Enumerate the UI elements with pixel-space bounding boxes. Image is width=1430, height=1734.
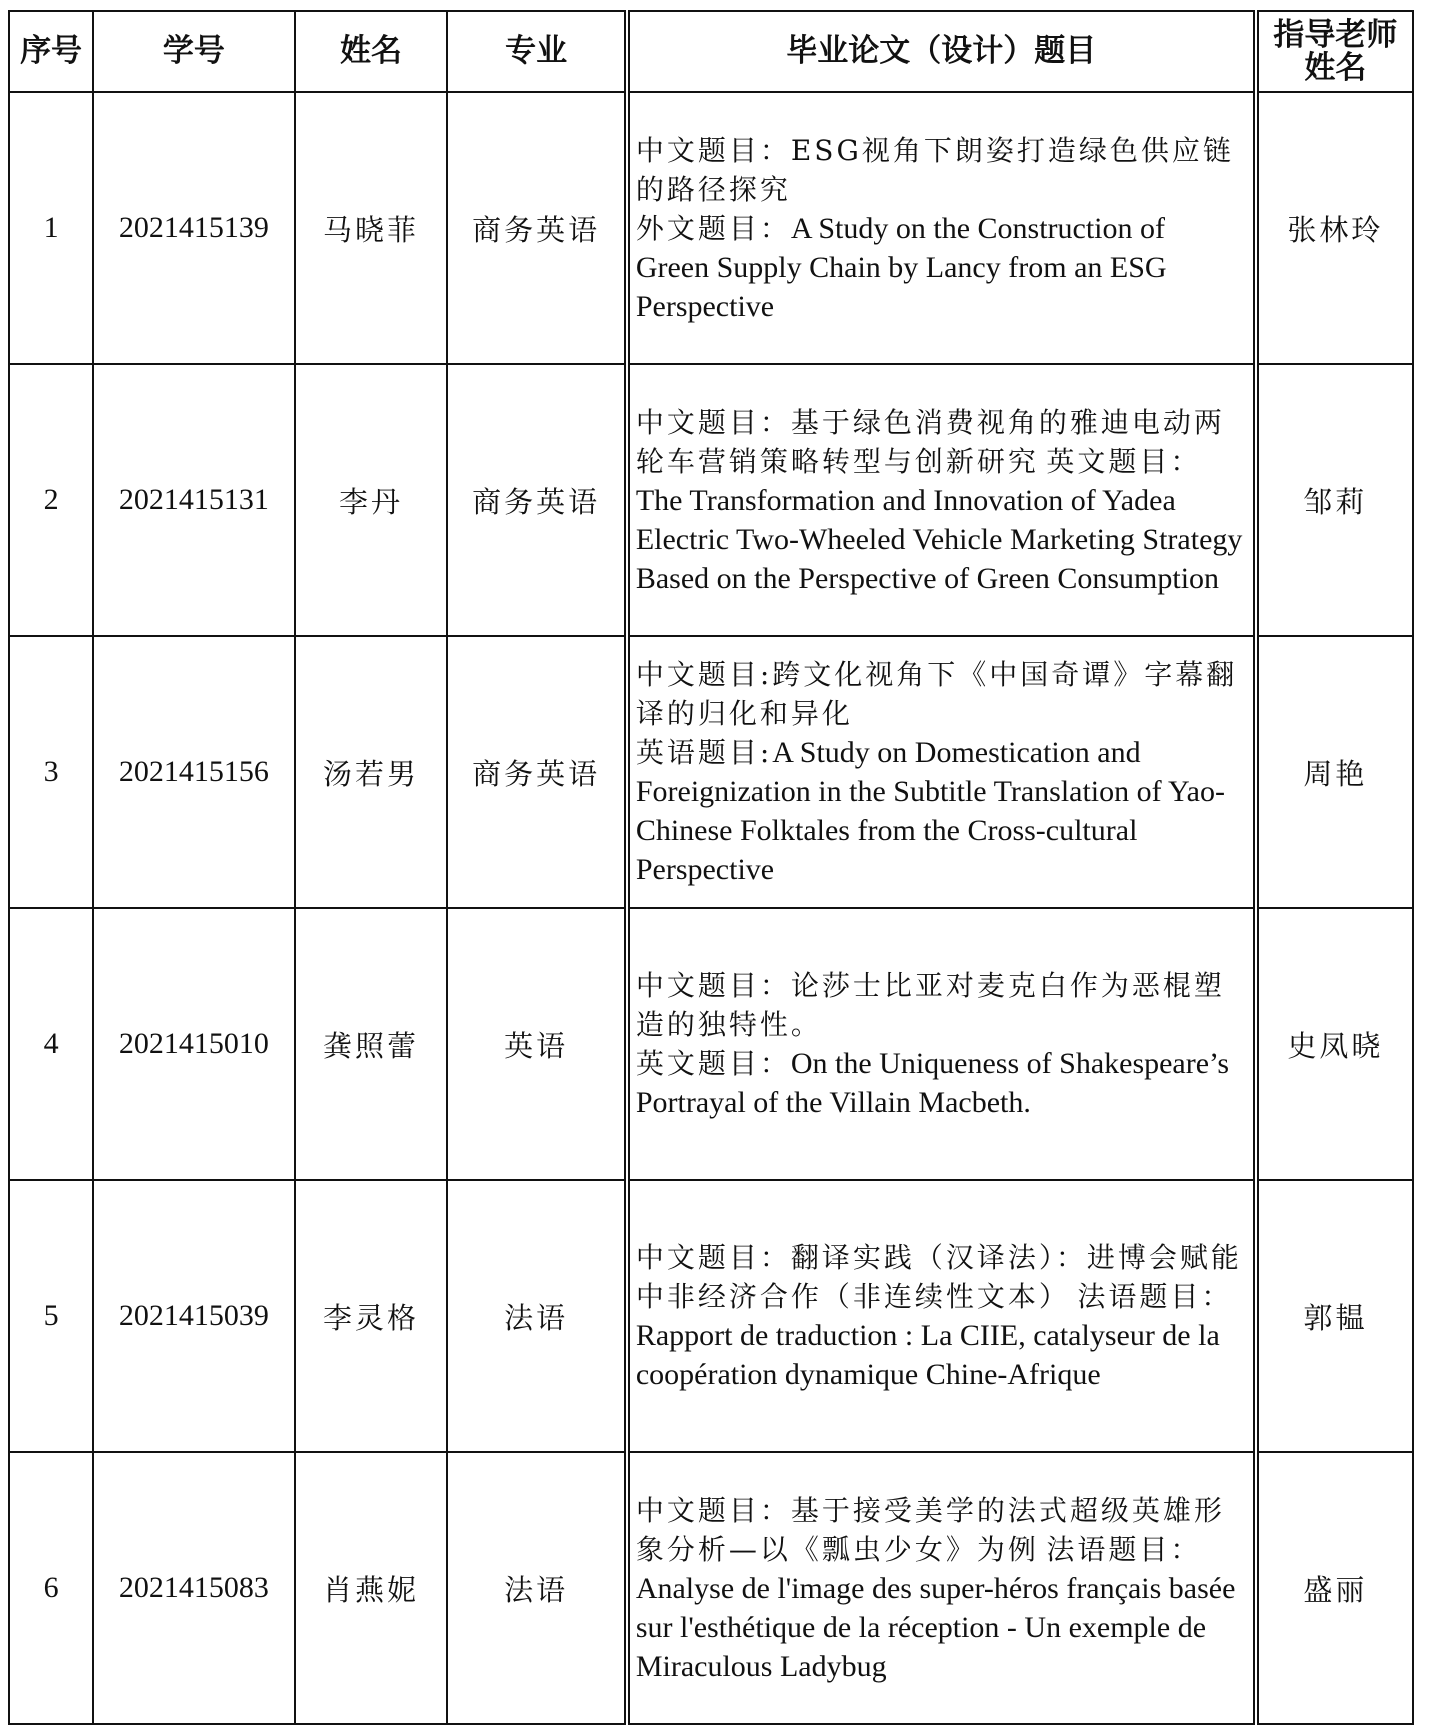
cell-index: 1 (9, 92, 93, 364)
table-row (9, 92, 1413, 364)
table-row (9, 636, 1413, 908)
table-row (9, 908, 1413, 1180)
cell-thesis-title (627, 908, 1256, 1180)
cell-major: 英语 (447, 908, 626, 1180)
title-foreign-label: 英语题目: (635, 736, 773, 769)
cell-student-id: 2021415156 (93, 636, 295, 908)
cell-student-id: 2021415083 (93, 1452, 295, 1724)
title-foreign: A Study on Domestication and Foreignization in the Subtitle Translation of Yao-Chinese Folktales from the Cross-cultural Perspective (635, 736, 1225, 886)
title-zh-label: 中文题目： (635, 405, 791, 439)
thesis-table (8, 10, 1414, 1725)
title-zh: 基于接受美学的法式超级英雄形象分析—以《瓢虫少女》为例 (635, 1493, 1225, 1566)
cell-advisor: 张林玲 (1256, 92, 1413, 364)
cell-index: 6 (9, 1452, 93, 1724)
cell-name: 汤若男 (295, 636, 448, 908)
cell-major: 商务英语 (447, 92, 626, 364)
cell-name: 肖燕妮 (295, 1452, 448, 1724)
cell-student-id: 2021415139 (93, 92, 295, 364)
cell-name: 马晓菲 (295, 92, 448, 364)
header-advisor (1256, 11, 1413, 92)
title-zh: 论莎士比亚对麦克白作为恶棍塑造的独特性。 (635, 969, 1225, 1041)
cell-major: 法语 (447, 1452, 626, 1724)
title-foreign-label: 英文题目： (1046, 444, 1202, 478)
table-row (9, 1180, 1413, 1452)
title-zh: 翻译实践（汉译法）：进博会赋能中非经济合作（非连续性文本） (635, 1241, 1242, 1313)
title-foreign: Rapport de traduction : La CIIE, catalyseur de la coopération dynamique Chine-Afrique (635, 1319, 1220, 1391)
cell-name: 李灵格 (295, 1180, 448, 1452)
title-foreign-label: 外文题目： (635, 211, 791, 245)
title-zh-label: 中文题目: (635, 658, 773, 691)
cell-index: 4 (9, 908, 93, 1180)
cell-major: 商务英语 (447, 636, 626, 908)
title-foreign: Analyse de l'image des super-héros français basée sur l'esthétique de la réception - Un exemple de Miraculous Ladybug (635, 1571, 1236, 1683)
title-foreign-label: 法语题目： (1077, 1280, 1233, 1313)
cell-index: 5 (9, 1180, 93, 1452)
title-zh: ESG视角下朗姿打造绿色供应链的路径探究 (635, 133, 1234, 206)
cell-name: 李丹 (295, 364, 448, 636)
cell-thesis-title (627, 92, 1256, 364)
header-student-id: 学号 (93, 11, 295, 92)
title-foreign: A Study on the Construction of Green Supply Chain by Lancy from an ESG Perspective (635, 211, 1167, 323)
cell-advisor: 盛丽 (1256, 1452, 1413, 1724)
cell-thesis-title (627, 1180, 1256, 1452)
cell-advisor: 史凤晓 (1256, 908, 1413, 1180)
title-zh-label: 中文题目： (635, 1241, 791, 1274)
cell-advisor: 邹莉 (1256, 364, 1413, 636)
cell-major: 法语 (447, 1180, 626, 1452)
cell-student-id: 2021415010 (93, 908, 295, 1180)
cell-index: 3 (9, 636, 93, 908)
title-foreign: On the Uniqueness of Shakespeare’s Portrayal of the Villain Macbeth. (635, 1047, 1230, 1119)
header-thesis-title: 毕业论文（设计）题目 (627, 11, 1256, 92)
cell-major: 商务英语 (447, 364, 626, 636)
title-zh: 基于绿色消费视角的雅迪电动两轮车营销策略转型与创新研究 (635, 405, 1225, 478)
header-name: 姓名 (295, 11, 448, 92)
cell-thesis-title (627, 1452, 1256, 1724)
cell-student-id: 2021415131 (93, 364, 295, 636)
cell-thesis-title (627, 364, 1256, 636)
header-row (9, 11, 1413, 92)
header-major: 专业 (447, 11, 626, 92)
cell-name: 龚照蕾 (295, 908, 448, 1180)
title-foreign-label: 法语题目： (1046, 1532, 1202, 1566)
title-zh-label: 中文题目： (635, 1493, 791, 1527)
table-row (9, 364, 1413, 636)
title-foreign: The Transformation and Innovation of Yadea Electric Two-Wheeled Vehicle Marketing Strategy Based on the Perspective of Green Consumption (635, 483, 1243, 595)
header-advisor-label: 指导老师姓名 (1273, 16, 1398, 86)
cell-student-id: 2021415039 (93, 1180, 295, 1452)
title-zh-label: 中文题目： (635, 133, 791, 167)
header-index: 序号 (9, 11, 93, 92)
cell-advisor: 郭韫 (1256, 1180, 1413, 1452)
title-zh: 跨文化视角下《中国奇谭》字幕翻译的归化和异化 (635, 658, 1238, 730)
cell-thesis-title (627, 636, 1256, 908)
table-row (9, 1452, 1413, 1724)
cell-index: 2 (9, 364, 93, 636)
title-foreign-label: 英文题目： (635, 1047, 791, 1080)
cell-advisor: 周艳 (1256, 636, 1413, 908)
title-zh-label: 中文题目： (635, 969, 791, 1002)
